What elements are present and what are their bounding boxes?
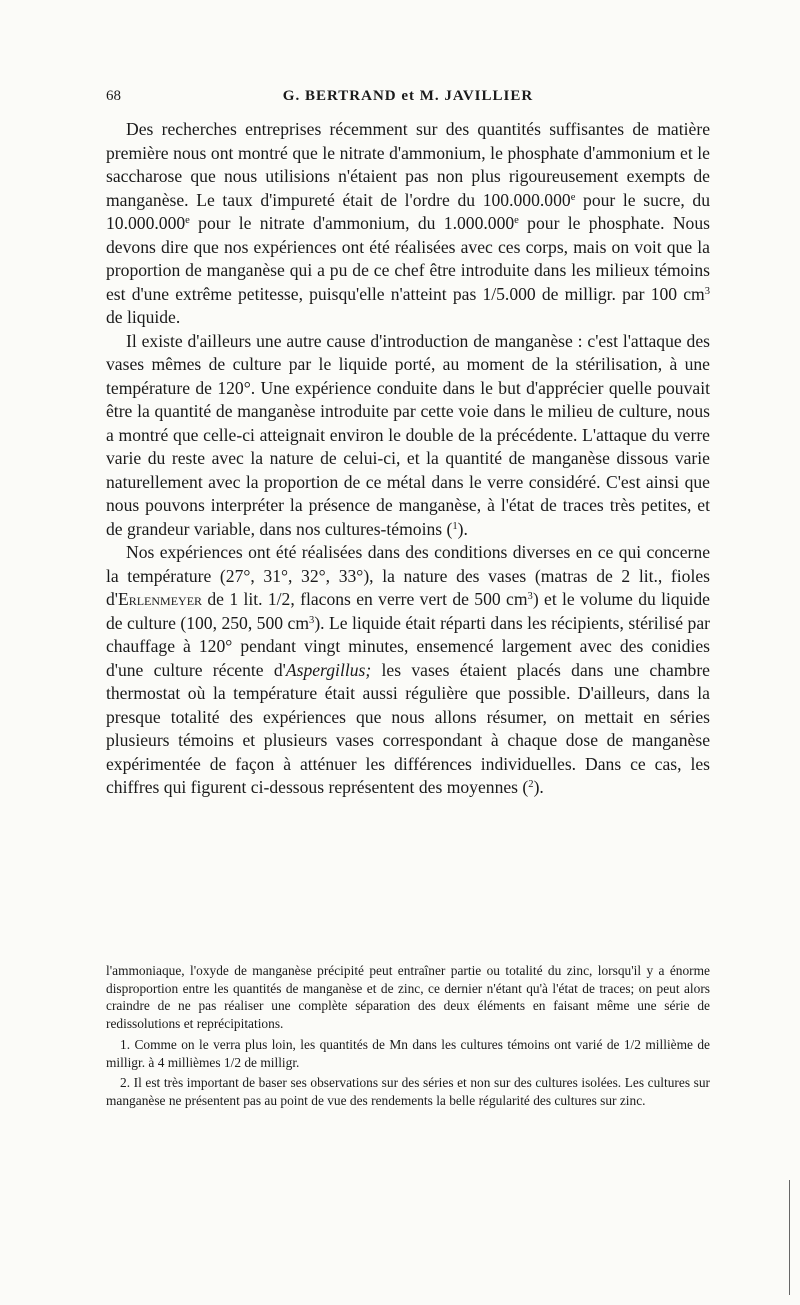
scan-edge-line xyxy=(789,1180,790,1295)
paragraph-3: Nos expériences ont été réalisées dans des conditions diverses en ce qui concerne la température (27°, 31°, 32°, 33°), la nature des vases (matras de 2 lit., fioles d'Erlenmeyer de 1 lit. 1/2, flacons en verre vert de 500 $cm^3$) et le volume du liquide de culture (100, 250, 500 $cm^3$). Le liquide était réparti dans les récipients, stérilisé par chauffage à 120° pendant vingt minutes, ensemencé largement avec des conidies d'une culture récente d'Aspergillus; les vases étaient placés dans une chambre thermostat où la température était aussi régulière que possible. D'ailleurs, dans la presque totalité des expériences que nous allons résumer, on mettait en séries plusieurs témoins et plusieurs vases correspondant à chaque dose de manganèse expérimentée de façon à atténuer les différences individuelles. Dans ce cas, les chiffres qui figurent ci-dessous représentent des moyennes ($^2$). xyxy=(106,542,710,797)
paragraph-1: Des recherches entreprises récemment sur des quantités suffisantes de matière première nous ont montré que le nitrate d'ammonium, le phosphate d'ammonium et le saccharose que nous utilisions n'étaient pas non plus rigoureusement exempts de manganèse. Le taux d'impureté était de l'ordre du 100.000.000e pour le sucre, du 10.000.000e pour le nitrate d'ammonium, du 1.000.000e pour le phosphate. Nous devons dire que nos expériences ont été réalisées avec ces corps, mais on voit que la proportion de manganèse qui a pu de ce chef être introduite dans les milieux témoins est d'une extrême petitesse, puisqu'elle n'atteint pas 1/5.000 de milligr. par 100 $cm^3$ de liquide. xyxy=(106,119,711,327)
page xyxy=(106,88,710,800)
footnote-1: 1. Comme on le verra plus loin, les quantités de Mn dans les cultures témoins ont varié de 1/2 millième de milligr. à 4 millièmes 1/2 de milligr. xyxy=(106,1036,710,1070)
footnote-continued: l'ammoniaque, l'oxyde de manganèse précipité peut entraîner partie ou totalité du zinc, lorsqu'il y a énorme disproportion entre les quantités de manganèse et de zinc, ce dernier n'étant qu'à l'état de traces; on peut alors craindre de ne pas réaliser une complète séparation des deux éléments en faisant même une série de redissolutions et reprécipitations. xyxy=(106,963,710,1032)
footnotes xyxy=(106,962,710,1110)
page-header xyxy=(106,88,710,112)
footnote-2: 2. Il est très important de baser ses observations sur des séries et non sur des cultures isolées. Les cultures sur manganèse ne présentent pas au point de vue des rendements la belle régularité des cultures sur zinc. xyxy=(106,1075,710,1108)
running-head: G. BERTRAND et M. JAVILLIER xyxy=(282,88,534,104)
footnote-ref-1: 1 xyxy=(452,520,458,532)
footnote-ref-2: 2 xyxy=(528,779,534,791)
page-number: 68 xyxy=(106,88,121,104)
main-text xyxy=(106,118,710,800)
paragraph-2: Il existe d'ailleurs une autre cause d'introduction de manganèse : c'est l'attaque des vases mêmes de culture par le liquide porté, au moment de la stérilisation, à une température de 120°. Une expérience conduite dans le but d'apprécier quelle pouvait être la quantité de manganèse introduite par cette voie dans le milieu de culture, nous a montré que celle-ci atteignait environ le double de la précédente. L'attaque du verre varie du reste avec la nature de celui-ci, et la quantité de manganèse dissous varie naturellement avec la proportion de ce métal dans le verre considéré. C'est ainsi que nous pouvons interpréter la présence de manganèse, à l'état de traces très petites, et de grandeur variable, dans nos cultures-témoins ($^1$). xyxy=(106,330,710,539)
